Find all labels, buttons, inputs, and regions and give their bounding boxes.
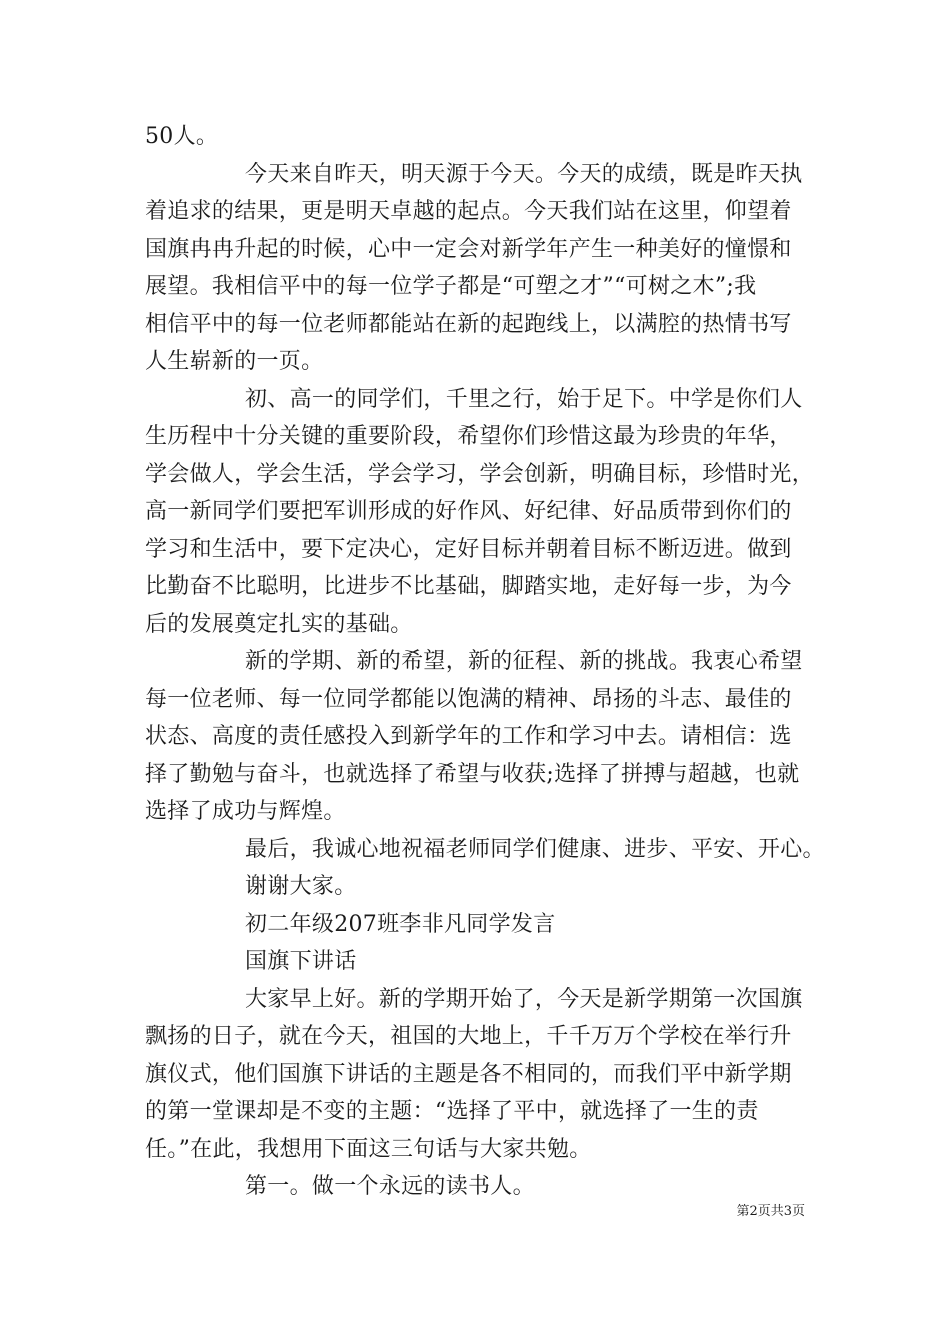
text-line: 国旗下讲话 <box>245 949 357 974</box>
text-line: 状态、高度的责任感投入到新学年的工作和学习中去。请相信：选 <box>145 724 792 749</box>
text-line: 学习和生活中，要下定决心，定好目标并朝着目标不断迈进。做到 <box>145 536 792 562</box>
page-number: 第2页共3页 <box>736 1204 805 1219</box>
text-line: 人生崭新的一页。 <box>145 349 324 374</box>
text-line: 后的发展奠定扎实的基础。 <box>145 611 413 637</box>
text-line: 生历程中十分关键的重要阶段，希望你们珍惜这最为珍贵的年华， <box>145 424 792 449</box>
text-line: 每一位老师、每一位同学都能以饱满的精神、昂扬的斗志、最佳的 <box>145 686 792 712</box>
text-line: 国旗冉冉升起的时候，心中一定会对新学年产生一种美好的憧憬和 <box>145 236 792 262</box>
text-line: 大家早上好。新的学期开始了，今天是新学期第一次国旗 <box>245 986 803 1012</box>
text-line: 初、高一的同学们，千里之行，始于足下。中学是你们人 <box>245 386 803 412</box>
text-line: 新的学期、新的希望，新的征程、新的挑战。我衷心希望 <box>245 649 803 674</box>
text-line: 初二年级207班李非凡同学发言 <box>245 911 556 937</box>
text-line: 任。”在此，我想用下面这三句话与大家共勉。 <box>145 1136 592 1162</box>
text-line: 50人。 <box>145 124 219 149</box>
text-line: 第一。做一个永远的读书人。 <box>245 1174 535 1199</box>
text-line: 展望。我相信平中的每一位学子都是“可塑之才”“可树之木”;我 <box>145 274 757 299</box>
text-line: 谢谢大家。 <box>245 874 357 899</box>
text-line: 着追求的结果，更是明天卓越的起点。今天我们站在这里，仰望着 <box>145 199 792 224</box>
text-line: 飘扬的日子，就在今天，祖国的大地上，千千万万个学校在举行升 <box>145 1024 792 1049</box>
text-line: 相信平中的每一位老师都能站在新的起跑线上，以满腔的热情书写 <box>145 311 792 337</box>
text-line: 旗仪式，他们国旗下讲话的主题是各不相同的，而我们平中新学期 <box>145 1061 792 1087</box>
text-line: 学会做人，学会生活，学会学习，学会创新，明确目标，珍惜时光， <box>145 461 815 487</box>
text-line: 最后，我诚心地祝福老师同学们健康、进步、平安、开心。 <box>245 836 825 862</box>
text-line: 高一新同学们要把军训形成的好作风、好纪律、好品质带到你们的 <box>145 499 792 524</box>
text-line: 的第一堂课却是不变的主题：“选择了平中，就选择了一生的责 <box>145 1099 759 1124</box>
text-line: 今天来自昨天，明天源于今天。今天的成绩，既是昨天执 <box>245 161 803 187</box>
text-line: 择了勤勉与奋斗，也就选择了希望与收获;选择了拼搏与超越，也就 <box>145 761 800 787</box>
text-line: 选择了成功与辉煌。 <box>145 799 346 824</box>
document-body <box>145 118 825 1206</box>
text-line: 比勤奋不比聪明，比进步不比基础，脚踏实地，走好每一步，为今 <box>145 574 792 599</box>
